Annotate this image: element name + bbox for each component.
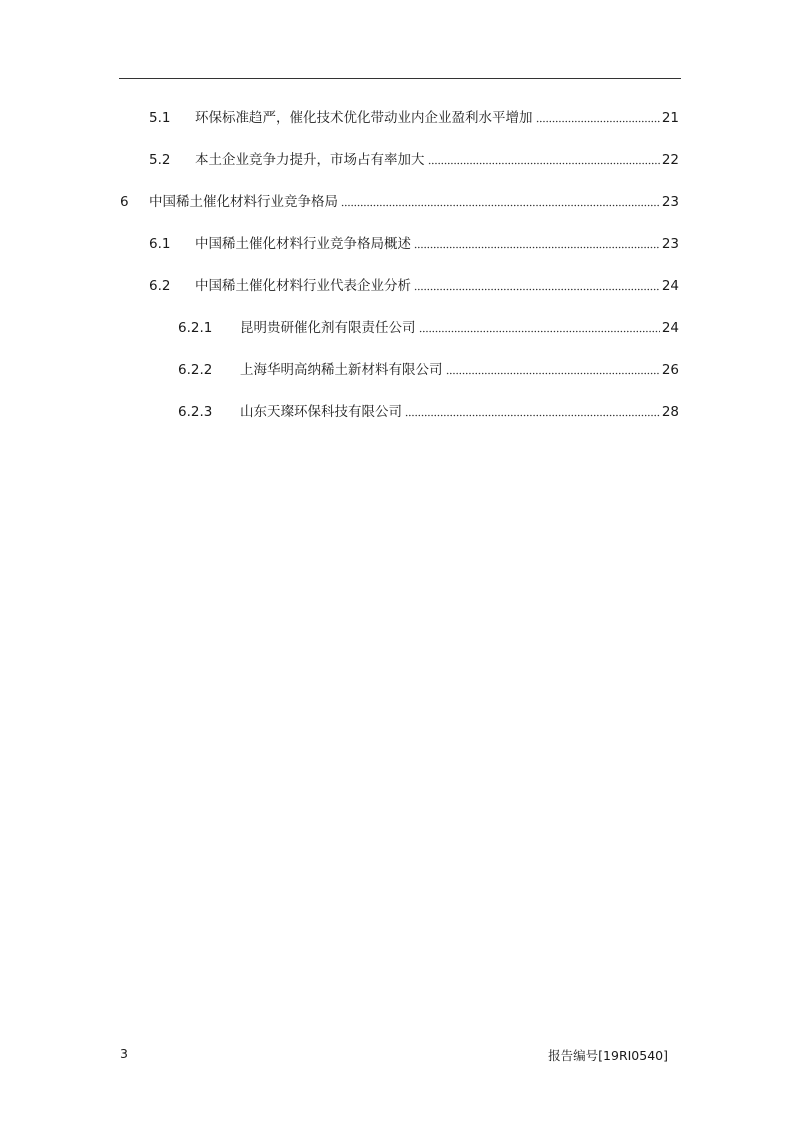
toc-entry[interactable] [149, 234, 679, 254]
toc-dot-leader [414, 288, 660, 291]
toc-entry[interactable] [178, 402, 679, 422]
toc-entry-page: 21 [661, 110, 679, 126]
toc-dot-leader [536, 120, 660, 123]
toc-entry-number: 6.2.2 [178, 362, 213, 378]
toc-entry-page: 24 [661, 278, 679, 294]
toc-entry[interactable] [178, 360, 679, 380]
toc-entry-number: 5.1 [149, 110, 171, 126]
toc-dot-leader [428, 162, 660, 165]
toc-entry-title: 上海华明高纳稀土新材料有限公司 [240, 362, 443, 378]
toc-entry-title: 本土企业竞争力提升，市场占有率加大 [195, 152, 425, 168]
toc-entry-number: 6 [120, 194, 129, 210]
toc-entry-title: 中国稀土催化材料行业竞争格局 [149, 194, 338, 210]
toc-entry-title: 昆明贵研催化剂有限责任公司 [240, 320, 416, 336]
toc-entry[interactable] [149, 276, 679, 296]
toc-entry-title: 环保标准趋严，催化技术优化带动业内企业盈利水平增加 [195, 110, 533, 126]
toc-entry-number: 5.2 [149, 152, 171, 168]
toc-dot-leader [414, 246, 660, 249]
toc-entry-title: 中国稀土催化材料行业代表企业分析 [195, 278, 411, 294]
toc-entry-page: 26 [661, 362, 679, 378]
toc-entry-number: 6.1 [149, 236, 171, 252]
footer-page-number: 3 [120, 1046, 128, 1061]
toc-entry-page: 23 [661, 194, 679, 210]
toc-entry-title: 中国稀土催化材料行业竞争格局概述 [195, 236, 411, 252]
toc-entry-page: 22 [661, 152, 679, 168]
toc-entry-number: 6.2.3 [178, 404, 213, 420]
toc-dot-leader [405, 414, 660, 417]
toc-dot-leader [419, 330, 660, 333]
toc-entry[interactable] [120, 192, 679, 212]
toc-entry[interactable] [149, 108, 679, 128]
toc-entry-number: 6.2 [149, 278, 171, 294]
header-rule [119, 78, 681, 79]
toc-entry-page: 24 [661, 320, 679, 336]
toc-dot-leader [341, 204, 660, 207]
toc-dot-leader [446, 372, 660, 375]
toc-entry-title: 山东天璨环保科技有限公司 [240, 404, 402, 420]
toc-entry-page: 23 [661, 236, 679, 252]
toc-entry[interactable] [178, 318, 679, 338]
footer-report-id: 报告编号[19RI0540] [548, 1048, 668, 1063]
toc-entry[interactable] [149, 150, 679, 170]
toc-entry-number: 6.2.1 [178, 320, 213, 336]
toc-entry-page: 28 [661, 404, 679, 420]
